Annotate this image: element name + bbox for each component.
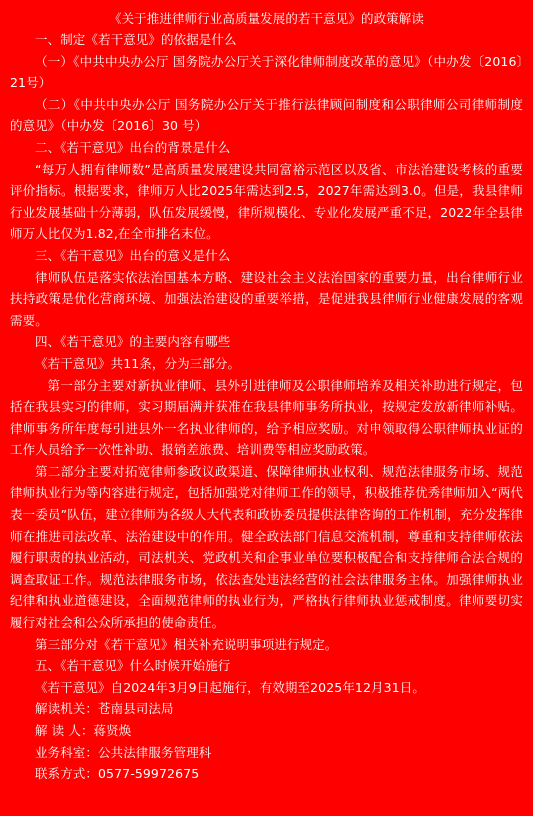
section-2-heading: 二、《若干意见》出台的背景是什么	[35, 139, 231, 155]
section-2-paragraph: “每万人拥有律师数”是高质量发展建设共同富裕示范区以及省、市法治建设考核的重要评价指标。根据要求，律师万人比2025年需达到2.5，2027年需达到3.0。但是，我县律师行业发展基础十分薄弱，队伍发展缓慢，律所规模化、专业化发展严重不足，2022年全县律师万人比仅为1.82,在全市排名末位。	[10, 161, 523, 242]
section-5-heading: 五、《若干意见》什么时候开始施行	[35, 658, 231, 674]
section-1-item-1: （一）《中共中央办公厅 国务院办公厅关于深化律师制度改革的意见》（中办发〔2016〕21号）	[10, 53, 523, 91]
document-title: 《关于推进律师行业高质量发展的若干意见》的政策解读	[108, 11, 424, 26]
section-5-paragraph: 《若干意见》自2024年3月9日起施行，有效期至2025年12月31日。	[35, 679, 425, 695]
section-4-part-1: 第一部分主要对新执业律师、县外引进律师及公职律师培养及相关补助进行规定，包括在我县实习的律师，实习期届满并获准在我县律师事务所执业，按规定发放新律师补贴。律师事务所年度每引进县外一名执业律师的，给予相应奖励。对申领取得公职律师执业证的工作人员给予一次性补助、报销差旅费、培训费等相应奖励政策。	[10, 377, 523, 458]
section-4-summary: 《若干意见》共11条，分为三部分。	[35, 355, 241, 371]
contact-info: 联系方式：0577-59972675	[35, 766, 200, 782]
department: 业务科室：公共法律服务管理科	[35, 744, 212, 760]
section-1-heading: 一、制定《若干意见》的依据是什么	[35, 32, 237, 47]
section-3-heading: 三、《若干意见》出台的意义是什么	[35, 247, 231, 263]
section-4-part-2: 第二部分主要对拓宽律师参政议政渠道、保障律师执业权利、规范法律服务市场、规范律师执业行为等内容进行规定，包括加强党对律师工作的领导，积极推荐优秀律师加入“两代表一委员”队伍，建立律师为各级人大代表和政协委员提供法律咨询的工作机制，充分发挥律师在推进司法改革、法治建设中的作用。健全政法部门信息交流机制，尊重和支持律师依法履行职责的执业活动，司法机关、党政机关和企事业单位要积极配合和支持律师合法合规的调查取证工作。规范法律服务市场，依法查处违法经营的社会法律服务主体。加强律师执业纪律和执业道德建设，全面规范律师的执业行为，严格执行律师执业惩戒制度。律师要切实履行对社会和公众所承担的使命责任。	[10, 463, 523, 631]
interpreting-agency: 解读机关：苍南县司法局	[35, 701, 174, 717]
section-3-paragraph: 律师队伍是落实依法治国基本方略、建设社会主义法治国家的重要力量，出台律师行业扶持政策是优化营商环境、加强法治建设的重要举措，是促进我县律师行业健康发展的客观需要。	[10, 269, 523, 328]
section-4-part-3: 第三部分对《若干意见》相关补充说明事项进行规定。	[35, 636, 338, 652]
section-1-item-2: （二）《中共中央办公厅 国务院办公厅关于推行法律顾问制度和公职律师公司律师制度的意见》（中办发〔2016〕30 号）	[10, 96, 523, 134]
section-4-heading: 四、《若干意见》的主要内容有哪些	[35, 334, 231, 350]
interpreter: 解 读 人：蒋贤焕	[35, 723, 132, 738]
